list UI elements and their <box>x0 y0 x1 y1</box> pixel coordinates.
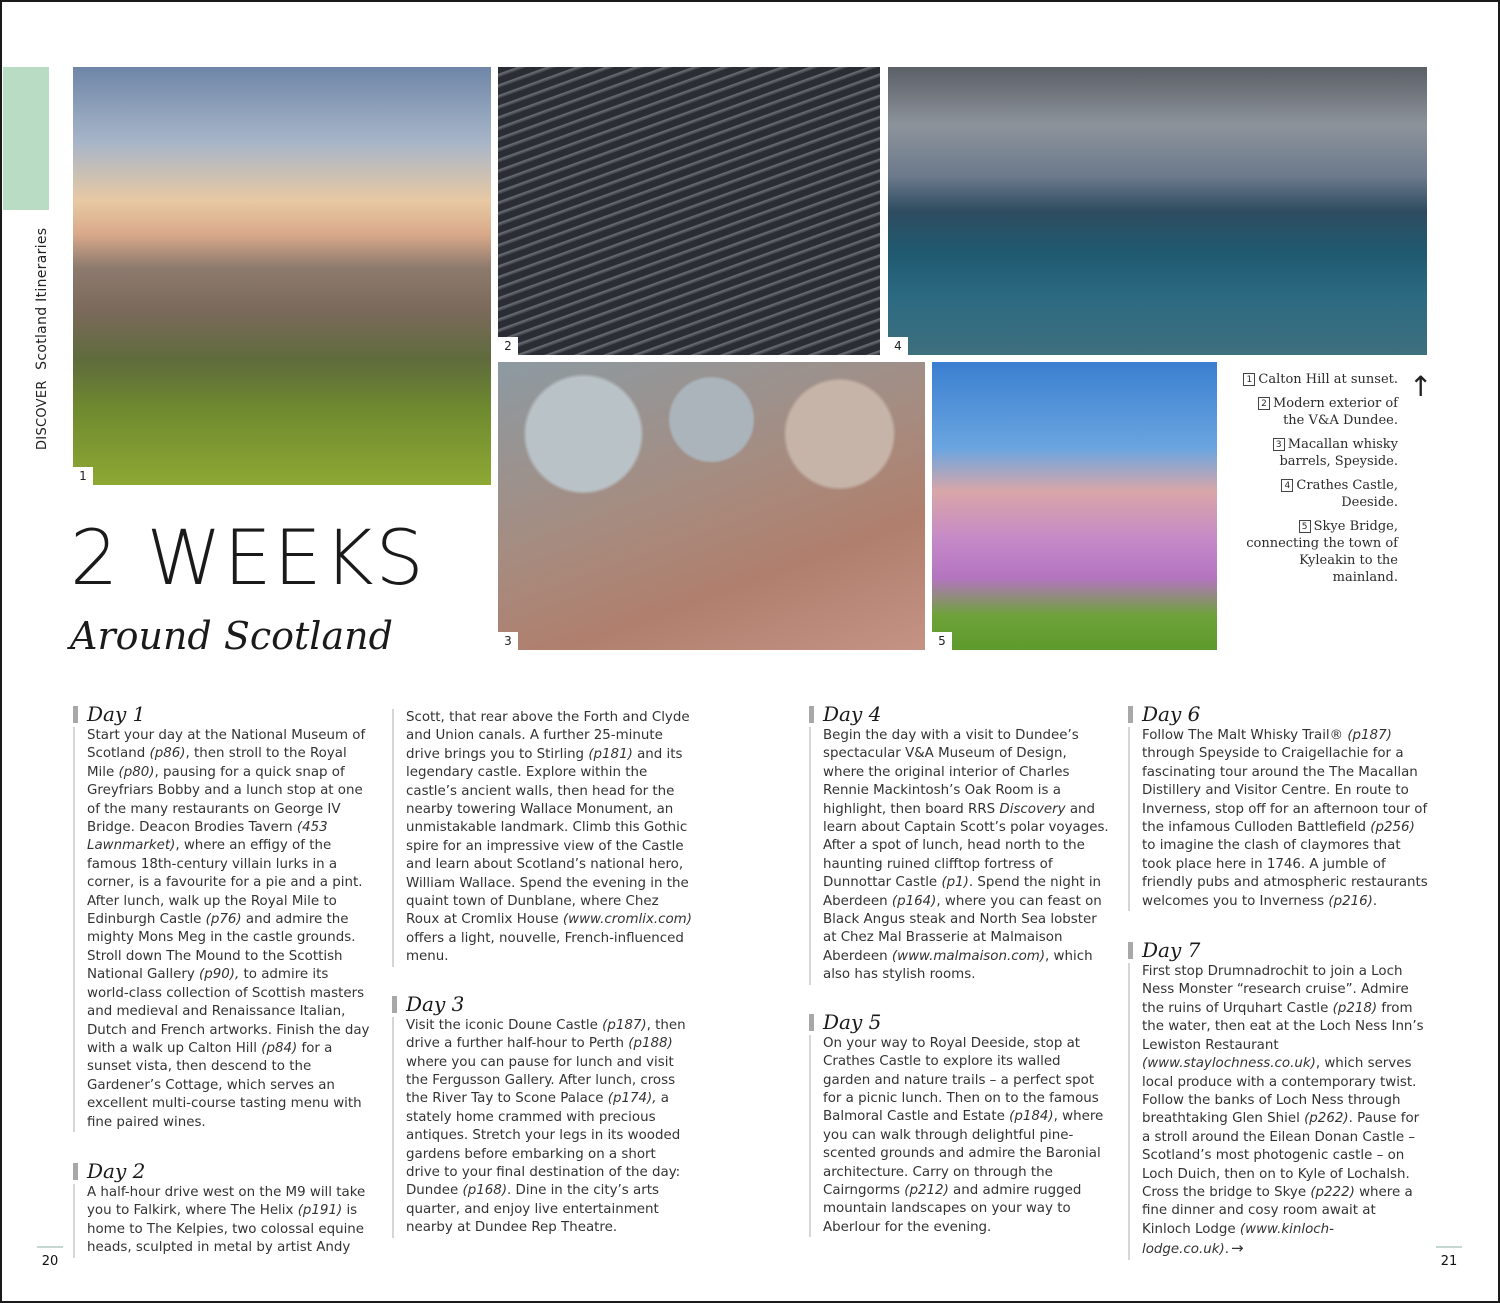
text-column-2 <box>392 709 692 1238</box>
day-section <box>73 701 373 1132</box>
page-reference: (p256) <box>1370 820 1415 836</box>
day-section <box>809 1009 1109 1237</box>
caption-text: Macallan whisky barrels, Speyside. <box>1279 437 1398 469</box>
day-heading: Day 3 <box>406 991 692 1017</box>
caption-text: Modern exterior of the V&A Dundee. <box>1273 396 1398 428</box>
page-number-right: 21 <box>1434 1246 1464 1269</box>
caption-number: 1 <box>1243 373 1255 386</box>
body-text: Start your day at the National Museum of Scotland <box>87 728 366 762</box>
body-text: . Spend the night in Aberdeen <box>823 875 1102 909</box>
body-text: , then stroll to the Royal Mile <box>87 746 347 780</box>
section-running-head <box>34 228 50 450</box>
body-text: . Dine in the city’s arts quarter, and enjoy live entertainment nearby at Dundee Rep Theatre. <box>406 1183 659 1236</box>
photo-number-label: 5 <box>932 632 952 650</box>
page-reference: (p76) <box>205 912 242 928</box>
photo-calton-hill <box>73 67 491 485</box>
page-reference: (www.malmaison.com) <box>891 948 1046 964</box>
day-heading: Day 5 <box>823 1009 1109 1035</box>
section-color-tab <box>3 67 49 210</box>
body-text: . <box>1224 1242 1229 1258</box>
body-text: , where an effigy of the famous 18th-century villain lurks in a corner, is a favourite for a pie and a pint. After lunch, walk up the Royal Mile to Edinburgh Castle <box>87 838 363 928</box>
page-reference: (p1) <box>941 875 969 891</box>
page-reference: (p188) <box>628 1036 673 1052</box>
body-text: Scott, that rear above the Forth and Clyde and Union canals. A further 25-minute drive brings you to Stirling <box>406 710 690 762</box>
photo-number-label: 1 <box>73 467 93 485</box>
day-section <box>1128 937 1428 1260</box>
caption-item <box>1240 395 1398 429</box>
page-reference: (p181) <box>588 746 633 762</box>
day-heading: Day 7 <box>1142 937 1428 963</box>
caption-number: 2 <box>1258 397 1270 410</box>
body-text: , where you can walk through delightful pine-scented grounds and admire the Baronial architecture. Carry on through the Cairngorms <box>823 1109 1104 1198</box>
page-reference: (p218) <box>1332 1000 1378 1016</box>
day-body <box>392 709 692 967</box>
body-text: , which serves local produce with a contemporary twist. Follow the banks of Loch Ness through breathtaking Glen Shiel <box>1142 1056 1417 1127</box>
body-text: to admire its world-class collection of Scottish masters and medieval and Renaissance Italian, Dutch and French artworks. Finish the day with a walk up Calton Hill <box>87 967 370 1056</box>
caption-number: 3 <box>1273 438 1285 451</box>
caption-text: Skye Bridge, connecting the town of Kyleakin to the mainland. <box>1246 519 1398 585</box>
day-body <box>73 1184 373 1258</box>
photo-number-label: 2 <box>498 337 518 355</box>
body-text: where you can pause for lunch and visit the Fergusson Gallery. After lunch, cross the River Tay to Scone Palace <box>406 1054 676 1107</box>
body-text: . Pause for a stroll around the Eilean Donan Castle – Scotland’s most photogenic castle – on Loch Duich, then on to Kyle of Lochalsh. Cross the bridge to Skye <box>1142 1111 1420 1200</box>
page-reference: (p222) <box>1310 1184 1355 1200</box>
body-text: On your way to Royal Deeside, stop at Crathes Castle to explore its walled garden and nature trails – a perfect spot for a picnic lunch. Then on to the famous Balmoral Castle and Estate <box>823 1035 1099 1125</box>
page-reference: (p90), <box>199 967 240 983</box>
page-reference: (www.cromlix.com) <box>562 912 692 928</box>
body-text: . <box>1372 893 1378 909</box>
day-section <box>809 701 1109 985</box>
day-heading: Day 2 <box>87 1158 373 1184</box>
arrow-right-icon: → <box>1230 1239 1244 1258</box>
body-text: First stop Drumnadrochit to join a Loch Ness Monster “research cruise”. Admire the ruins of Urquhart Castle <box>1142 964 1409 1016</box>
discover-label: DISCOVER <box>35 380 50 450</box>
body-text: and admire rugged mountain landscapes on your way to Aberlour for the evening. <box>823 1182 1082 1235</box>
photo-whisky-barrels <box>498 362 925 650</box>
day-continuation <box>392 709 692 967</box>
page-reference: (p86) <box>149 746 186 762</box>
body-text: through Speyside to Craigellachie for a fascinating tour around the The Macallan Distillery and Visitor Centre. En route to Inverness, stop off for an afternoon tour of the infamous Culloden Battlefield <box>1142 746 1428 836</box>
page-reference: Discovery <box>999 801 1066 817</box>
body-text: , where you can feast on Black Angus steak and North Sea lobster at Chez Mal Brasserie at Malmaison Aberdeen <box>823 893 1102 964</box>
photo-va-dundee <box>498 67 880 355</box>
day-heading: Day 6 <box>1142 701 1428 727</box>
photo-number-label: 4 <box>888 337 908 355</box>
body-text: and learn about Captain Scott’s polar voyages. After a spot of lunch, head north to the haunting ruined clifftop fortress of Dunnottar Castle <box>823 801 1109 891</box>
day-body <box>809 1035 1109 1237</box>
page-reference: (p164) <box>891 893 937 909</box>
body-text: Follow The Malt Whisky Trail® <box>1142 728 1348 743</box>
caption-text: Calton Hill at sunset. <box>1258 372 1398 387</box>
body-text: and admire the mighty Mons Meg in the castle grounds. Stroll down The Mound to the Scottish National Gallery <box>87 912 356 983</box>
body-text: is home to The Kelpies, two colossal equine heads, sculpted in metal by artist Andy <box>87 1203 365 1256</box>
photo-captions <box>1240 371 1398 593</box>
caption-item <box>1240 518 1398 586</box>
day-section <box>392 991 692 1238</box>
body-text: to imagine the clash of claymores that took place here in 1746. A jumble of friendly pubs and atmospheric restaurants welcomes you to Inverness <box>1142 838 1428 909</box>
caption-text: Crathes Castle, Deeside. <box>1296 478 1398 510</box>
day-body <box>1128 963 1428 1260</box>
text-column-4 <box>1128 701 1428 1260</box>
body-text: offers a light, nouvelle, French-influenced menu. <box>406 930 684 965</box>
day-body <box>73 727 373 1132</box>
body-text: for a sunset vista, then descend to the Gardener’s Cottage, which serves an excellent multi-course tasting menu with fine paired wines. <box>87 1040 362 1130</box>
body-text: where a fine dinner and cosy room await at Kinloch Lodge <box>1142 1184 1413 1237</box>
page-reference: (p174), <box>607 1091 657 1107</box>
caption-number: 4 <box>1281 479 1293 492</box>
page-reference: (p187) <box>1347 728 1392 743</box>
body-text: a stately home crammed with precious antiques. Stretch your legs in its wooded gardens before embarking on a short drive to your final destination of the day: Dundee <box>406 1091 681 1199</box>
caption-item <box>1240 436 1398 470</box>
page-reference: (p168) <box>462 1183 508 1199</box>
caption-number: 5 <box>1299 520 1311 533</box>
body-text: Begin the day with a visit to Dundee’s spectacular V&A Museum of Design, where the original interior of Charles Rennie Mackintosh’s Oak Room is a highlight, then board RRS <box>823 728 1079 817</box>
body-text: Visit the iconic Doune Castle <box>406 1017 603 1033</box>
text-column-3 <box>809 701 1109 1237</box>
body-text: from the water, then eat at the Loch Ness Inn’s Lewiston Restaurant <box>1142 1000 1424 1053</box>
day-body <box>392 1017 692 1238</box>
day-body <box>809 727 1109 985</box>
day-section <box>1128 701 1428 911</box>
page-reference: (p212) <box>904 1182 949 1198</box>
body-text: , then drive a further half-hour to Perth <box>406 1017 686 1052</box>
photo-crathes-castle <box>932 362 1217 650</box>
page-reference: (p216) <box>1328 893 1373 909</box>
page-reference: (p187) <box>602 1017 647 1033</box>
page-reference: (p191) <box>297 1203 343 1219</box>
page-reference: (p184) <box>1009 1109 1054 1125</box>
page-reference: (p84) <box>261 1040 298 1056</box>
caption-item <box>1240 477 1398 511</box>
photo-number-label: 3 <box>498 632 518 650</box>
page-reference: (www.staylochness.co.uk) <box>1142 1056 1316 1072</box>
text-column-1 <box>73 701 373 1258</box>
day-body <box>1128 727 1428 911</box>
section-label: Scotland Itineraries <box>34 227 50 370</box>
page-subtitle: Around Scotland <box>70 614 393 658</box>
body-text: , which also has stylish rooms. <box>823 948 1093 983</box>
body-text: , pausing for a quick snap of Greyfriars Bobby and a lunch stop at one of the many restaurants on George IV Bridge. Deacon Brodies Tavern <box>87 764 363 836</box>
page-reference: (453 Lawnmarket) <box>87 820 328 854</box>
caption-item <box>1240 371 1398 388</box>
day-heading: Day 1 <box>87 701 373 727</box>
body-text: A half-hour drive west on the M9 will take you to Falkirk, where The Helix <box>87 1184 366 1219</box>
page-title: 2 WEEKS <box>70 513 426 602</box>
page-reference: (p262) <box>1304 1111 1349 1127</box>
page-number-left: 20 <box>35 1246 65 1269</box>
page-reference: (p80) <box>118 764 155 780</box>
page-reference: (www.kinloch-lodge.co.uk) <box>1142 1221 1334 1258</box>
arrow-up-icon: ↑ <box>1409 370 1433 403</box>
day-heading: Day 4 <box>823 701 1109 727</box>
body-text: and its legendary castle. Explore within the castle’s ancient walls, then head for the nearby towering Wallace Monument, an unmistakable landmark. Climb this Gothic spire for an impressive view of the Castle and learn about Scotland’s national hero, William Wallace. Spend the evening in the quaint town of Dunblane, where Chez Roux at Cromlix House <box>406 746 689 928</box>
day-section <box>73 1158 373 1258</box>
photo-skye-bridge <box>888 67 1427 355</box>
